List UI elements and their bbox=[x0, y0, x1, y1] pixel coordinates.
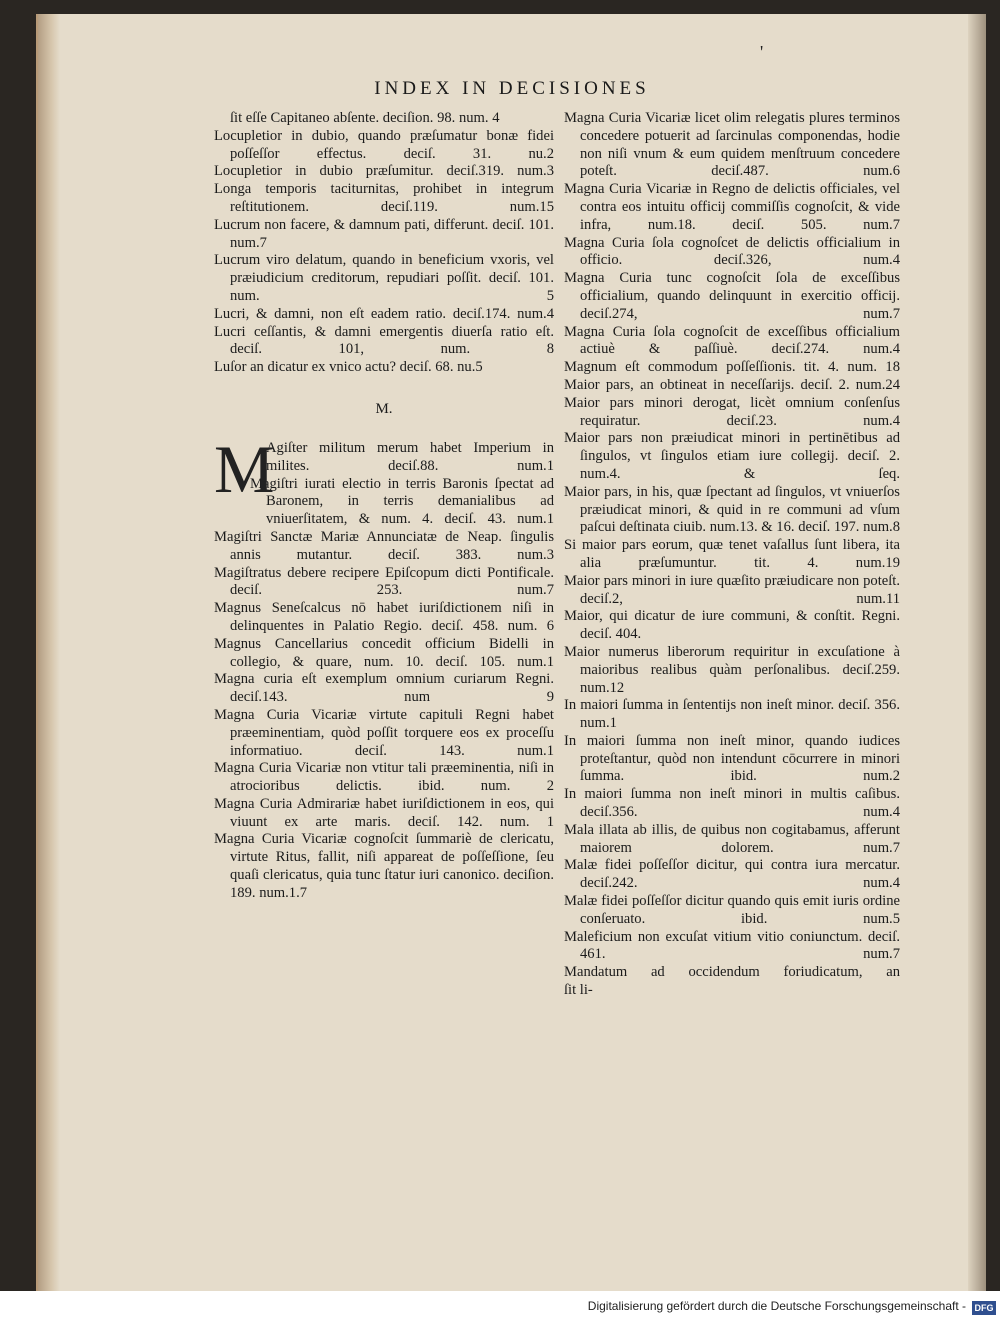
index-entry: Magna Curia ſola cognoſcet de delictis officialium in officio. deciſ.326, num.4 bbox=[564, 234, 900, 269]
dropcap-block bbox=[214, 430, 554, 529]
index-entry: In maiori ſumma non ineſt minor, quando iudices proteſtantur, quòd non intendunt cōcurrere in minori ſumma. ibid. num.2 bbox=[564, 732, 900, 785]
index-entry: Magna curia eſt exemplum omnium curiarum Regni. deciſ.143. num 9 bbox=[214, 671, 554, 706]
index-entry: Magiſtri iurati electio in terris Baronis ſpectat ad Baronem, in terris demanialibus ad vniuerſitatem, & num. 4. deciſ. 43. num.1 bbox=[250, 475, 554, 528]
page-edge-shadow-left bbox=[38, 14, 60, 1291]
index-entry: Malæ fidei poſſeſſor dicitur quando quis emit iuris ordine conſeruato. ibid. num.5 bbox=[564, 893, 900, 927]
index-entry: Magna Curia Vicariæ cognoſcit ſummariè de clericatu, virtute Ritus, fallit, niſi appareat de poſſeſſione, ſeu quaſi clericatus, quia tunc ſtatur iuri canonico. deciſion. 189. num.1.7 bbox=[214, 831, 554, 901]
index-entry: Lucri, & damni, non eſt eadem ratio. deciſ.174. num.4 bbox=[214, 305, 554, 322]
index-entry: Malæ fidei poſſeſſor dicitur, qui contra iura mercatur. deciſ.242. num.4 bbox=[564, 857, 900, 892]
index-entry: Magna Curia Admirariæ habet iuriſdictionem in eos, qui viuunt ex arte maris. deciſ. 142. num. 1 bbox=[214, 795, 554, 830]
index-entry: Lucri ceſſantis, & damni emergentis diuerſa ratio eſt. deciſ. 101, num. 8 bbox=[214, 323, 554, 358]
index-entry: Lucrum viro delatum, quando in beneficium vxoris, vel præiudicium creditorum, repudiari poſſit. deciſ. 101. num. 5 bbox=[214, 252, 554, 304]
index-entry: Locupletior in dubio præſumitur. deciſ.319. num.3 bbox=[214, 163, 554, 180]
index-entry: Maleficium non excuſat vitium vitio coniunctum. deciſ. 461. num.7 bbox=[564, 928, 900, 963]
index-entry: Lucrum non facere, & damnum pati, differunt. deciſ. 101. num.7 bbox=[214, 216, 554, 251]
index-entry: Magna Curia Vicariæ virtute capituli Regni habet præeminentiam, quòd poſſit torquere eos ex proceſſu informatiuo. deciſ. 143. num.1 bbox=[214, 706, 554, 759]
funding-credit: Digitalisierung gefördert durch die Deutsche Forschungsgemeinschaft - bbox=[587, 1299, 966, 1313]
index-entry: Magna Curia Vicariæ licet olim relegatis plures terminos concedere potuerit ad ſarcinulas componendas, hodie non niſi vnum & eum quidem menſtruum concedere poteſt. deciſ.487. num.6 bbox=[564, 110, 900, 180]
left-column bbox=[214, 110, 554, 903]
footer-bar bbox=[0, 1291, 1000, 1321]
index-entry: Mala illata ab illis, de quibus non cogitabamus, afferunt maiorem dolorem. num.7 bbox=[564, 821, 900, 856]
section-heading: M. bbox=[375, 400, 393, 417]
index-entry: Magna Curia tunc cognoſcit ſola de exceſſibus officialium, quando delinquunt in exercitio officij. deciſ.274, num.7 bbox=[564, 270, 900, 322]
index-entry: Locupletior in dubio, quando præſumatur bonæ fidei poſſeſſor effectus. deciſ. 31. nu.2 bbox=[214, 127, 554, 162]
index-entry: Magna Curia ſola cognoſcit de exceſſibus officialium actiuè & paſſiuè. deciſ.274. num.4 bbox=[564, 323, 900, 358]
index-entry: Maior numerus liberorum requiritur in excuſatione à maioribus realibus quàm perſonalibus. deciſ.259. num.12 bbox=[564, 643, 900, 696]
index-entry: Longa temporis taciturnitas, prohibet in integrum reſtitutionem. deciſ.119. num.15 bbox=[214, 181, 554, 215]
index-entry: Maior pars non præiudicat minori in pertinētibus ad ſingulos, vt ſingulos etiam iure collegij. deciſ. 2. num.4. & ſeq. bbox=[564, 430, 900, 482]
index-entry: Maior, qui dicatur de iure communi, & conſtit. Regni. deciſ. 404. bbox=[564, 608, 900, 643]
index-entry: Magiſtratus debere recipere Epiſcopum dicti Pontificale. deciſ. 253. num.7 bbox=[214, 564, 554, 599]
index-entry: Maior pars minori in iure quæſito præiudicare non poteſt. deciſ.2, num.11 bbox=[564, 572, 900, 607]
index-entry: Magna Curia Vicariæ non vtitur tali præeminentia, niſi in atrocioribus delictis. ibid. num. 2 bbox=[214, 760, 554, 795]
dropcap-letter: M bbox=[214, 430, 275, 507]
index-entry: Maior pars, an obtineat in neceſſarijs. deciſ. 2. num.24 bbox=[564, 376, 900, 393]
index-entry: Luſor an dicatur ex vnico actu? deciſ. 68. nu.5 bbox=[214, 359, 483, 376]
scanned-page bbox=[36, 14, 986, 1291]
page-edge-shadow-right bbox=[968, 14, 986, 1291]
index-entry: Magnum eſt commodum poſſeſſionis. tit. 4. num. 18 bbox=[564, 359, 900, 376]
index-entry: Si maior pars eorum, quæ tenet vaſallus ſunt libera, ita alia præſumuntur. tit. 4. num.19 bbox=[564, 537, 900, 571]
index-entry: Magnus Cancellarius concedit officium Bidelli in collegio, & quare, num. 10. deciſ. 105. num.1 bbox=[214, 635, 554, 670]
dfg-logo: DFG bbox=[972, 1301, 996, 1315]
index-entry: Magiſtri Sanctæ Mariæ Annunciatæ de Neap. ſingulis annis mutantur. deciſ. 383. num.3 bbox=[214, 528, 554, 563]
index-entry: In maiori ſumma in ſententijs non ineſt minor. deciſ. 356. num.1 bbox=[564, 697, 900, 732]
index-entry: Maior pars minori derogat, licèt omnium conſenſus requiratur. deciſ.23. num.4 bbox=[564, 394, 900, 429]
index-entry: Maior pars, in his, quæ ſpectant ad ſingulos, vt vniuerſos præiudicat minori, & quid in re communi ad vſum paſcui deſtinata ciuib. num.13. & 16. deciſ. 197. num.8 bbox=[564, 483, 900, 536]
catchword: ſit li- bbox=[564, 982, 593, 999]
page-mark: ' bbox=[760, 42, 764, 62]
index-entry: Magnus Seneſcalcus nō habet iuriſdictionem niſi in delinquentes in Palatio Regio. deciſ. 458. num. 6 bbox=[214, 600, 554, 634]
right-column bbox=[564, 110, 900, 1000]
index-entry: In maiori ſumma non ineſt minori in multis caſibus. deciſ.356. num.4 bbox=[564, 786, 900, 821]
index-entry: Mandatum ad occidendum foriudicatum, an bbox=[564, 964, 900, 981]
index-entry: ſit eſſe Capitaneo abſente. deciſion. 98. num. 4 bbox=[230, 110, 500, 126]
index-entry: Agiſter militum merum habet Imperium in milites. deciſ.88. num.1 bbox=[266, 439, 554, 474]
index-entry: Magna Curia Vicariæ in Regno de delictis officiales, vel contra eos intuitu officij commiſſis cognoſcit, & vide infra, num.18. deciſ. 505. num.7 bbox=[564, 181, 900, 233]
page-header: INDEX IN DECISIONES bbox=[374, 78, 650, 99]
